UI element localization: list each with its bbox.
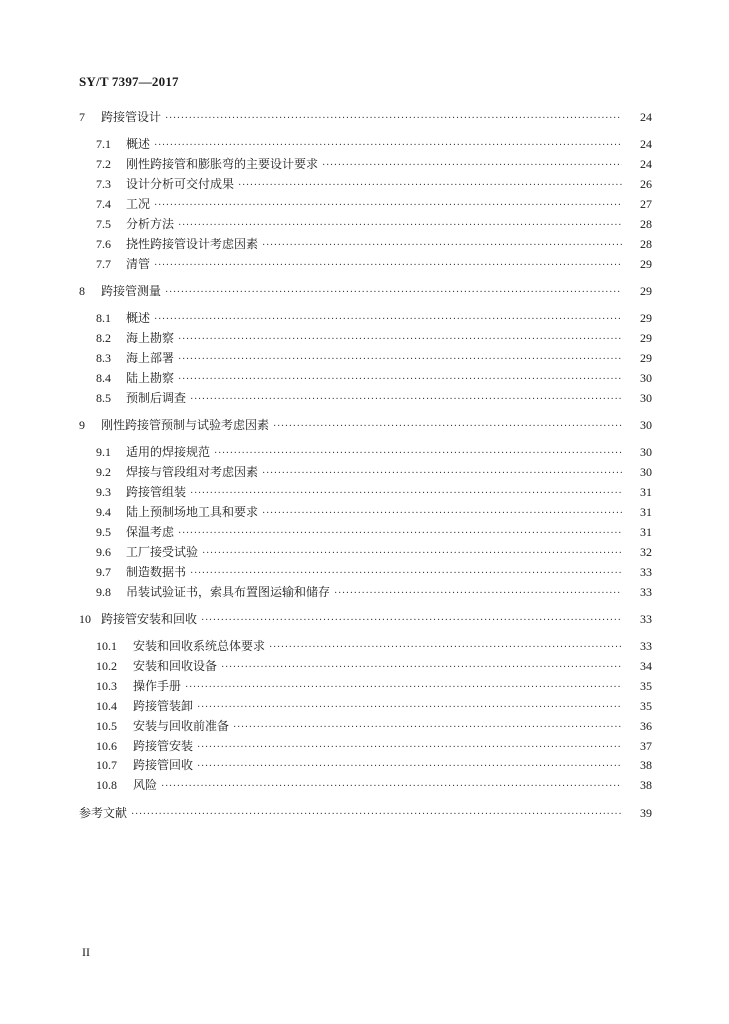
toc-entry-page: 29 (640, 283, 652, 298)
toc-entry-title: 操作手册 (133, 678, 182, 693)
toc-entry[interactable] (79, 483, 652, 503)
toc-entry-number: 8.3 (96, 350, 111, 365)
toc-entry-page: 31 (640, 504, 652, 519)
toc-entry[interactable] (79, 503, 652, 523)
toc-leader-dots (165, 283, 622, 303)
toc-entry-title: 海上部署 (126, 350, 175, 365)
toc-entry-number: 9 (79, 418, 85, 433)
toc-entry[interactable] (79, 657, 652, 677)
toc-leader-dots (154, 310, 622, 330)
toc-entry[interactable] (79, 349, 652, 369)
toc-entry[interactable] (79, 369, 652, 389)
toc-entry-title: 保温考虑 (126, 524, 175, 539)
toc-entry-page: 34 (640, 659, 652, 673)
toc-entry[interactable] (79, 697, 652, 717)
toc-entry[interactable] (79, 463, 652, 483)
toc-leader-dots (262, 504, 622, 524)
toc-entry-number: 10.2 (96, 659, 117, 673)
toc-entry-number: 10.3 (96, 678, 117, 693)
toc-entry-title: 制造数据书 (126, 564, 187, 579)
toc-entry-title: 刚性跨接管和膨胀弯的主要设计要求 (126, 157, 319, 172)
toc-entry[interactable] (79, 804, 652, 824)
toc-entry-number: 9.4 (96, 504, 111, 519)
toc-entry-number: 9.7 (96, 564, 111, 579)
toc-entry-number: 7.3 (96, 177, 111, 192)
toc-leader-dots (178, 216, 622, 236)
toc-entry[interactable] (79, 443, 652, 463)
toc-leader-dots (334, 584, 622, 604)
toc-entry-number: 7.1 (96, 137, 111, 152)
toc-entry-title: 挠性跨接管设计考虑因素 (126, 236, 259, 251)
toc-leader-dots (178, 350, 622, 370)
toc-entry-number: 7.7 (96, 256, 111, 271)
toc-entry-title: 跨接管装卸 (133, 698, 194, 713)
toc-entry-title: 跨接管设计 (101, 110, 162, 124)
toc-entry[interactable] (79, 329, 652, 349)
toc-leader-dots (269, 638, 622, 658)
toc-entry-number: 10.7 (96, 758, 117, 773)
toc-entry-number: 8.2 (96, 331, 111, 346)
toc-entry[interactable] (79, 135, 652, 155)
toc-leader-dots (154, 136, 622, 156)
toc-spacer (79, 302, 652, 309)
toc-entry-number: 9.6 (96, 544, 111, 559)
toc-entry[interactable] (79, 389, 652, 409)
toc-spacer (79, 128, 652, 135)
toc-entry-number: 9.2 (96, 465, 111, 480)
toc-entry-number: 10.4 (96, 698, 117, 713)
toc-entry-page: 39 (640, 805, 652, 820)
toc-entry-title: 参考文献 (79, 805, 128, 820)
toc-entry[interactable] (79, 255, 652, 275)
toc-entry-number: 7.2 (96, 157, 111, 172)
toc-entry[interactable] (79, 583, 652, 603)
toc-entry-page: 29 (640, 331, 652, 346)
toc-entry-number: 10.5 (96, 718, 117, 733)
toc-entry-title: 适用的焊接规范 (126, 445, 211, 460)
toc-leader-dots (161, 777, 622, 797)
toc-entry-number: 7.5 (96, 216, 111, 231)
toc-entry-title: 安装与回收前准备 (133, 718, 230, 733)
toc-entry-number: 8 (79, 283, 85, 298)
toc-entry-page: 33 (640, 611, 652, 626)
toc-entry[interactable] (79, 543, 652, 563)
toc-leader-dots (197, 698, 622, 718)
toc-entry-page: 33 (640, 639, 652, 654)
toc-leader-dots (165, 109, 622, 129)
toc-entry-number: 9.3 (96, 485, 111, 500)
toc-entry-title: 跨接管回收 (133, 758, 194, 773)
toc-entry-number: 8.1 (96, 311, 111, 326)
toc-entry-page: 27 (640, 196, 652, 211)
toc-leader-dots (201, 611, 622, 631)
toc-spacer (79, 409, 652, 416)
toc-leader-dots (202, 544, 622, 564)
toc-entry-page: 24 (640, 137, 652, 152)
toc-entry-title: 概述 (126, 311, 151, 326)
toc-entry-title: 陆上预制场地工具和要求 (126, 504, 259, 519)
toc-entry-number: 9.8 (96, 584, 111, 599)
toc-entry-page: 24 (640, 110, 652, 124)
toc-entry-page: 30 (640, 465, 652, 480)
toc-entry-page: 36 (640, 718, 652, 733)
toc-entry[interactable] (79, 776, 652, 796)
toc-entry-page: 26 (640, 177, 652, 192)
toc-entry[interactable] (79, 737, 652, 757)
toc-entry-page: 31 (640, 485, 652, 500)
toc-spacer (79, 275, 652, 282)
toc-entry-title: 安装和回收系统总体要求 (133, 639, 266, 654)
toc-entry-page: 33 (640, 564, 652, 579)
toc-entry-page: 38 (640, 778, 652, 793)
toc-leader-dots (197, 738, 622, 758)
toc-leader-dots (190, 564, 622, 584)
toc-entry-page: 31 (640, 524, 652, 539)
page-number: II (82, 945, 90, 959)
toc-entry-number: 9.1 (96, 445, 111, 460)
toc-entry[interactable] (79, 717, 652, 737)
toc-entry-page: 38 (640, 758, 652, 773)
toc-entry[interactable] (79, 108, 652, 128)
toc-entry-title: 跨接管测量 (101, 283, 162, 298)
toc-entry-page: 35 (640, 698, 652, 713)
toc-entry-title: 设计分析可交付成果 (126, 177, 235, 192)
toc-entry[interactable] (79, 756, 652, 776)
toc-entry[interactable] (79, 416, 652, 436)
toc-leader-dots (178, 370, 622, 390)
toc-entry-number: 9.5 (96, 524, 111, 539)
toc-entry-title: 预制后调查 (126, 390, 187, 405)
toc-leader-dots (233, 718, 622, 738)
toc-entry-page: 30 (640, 445, 652, 460)
toc-entry-title: 跨接管安装和回收 (101, 611, 198, 626)
toc-entry-page: 28 (640, 216, 652, 231)
toc-leader-dots (214, 444, 622, 464)
toc-entry-title: 安装和回收设备 (133, 659, 218, 673)
toc-entry-title: 海上勘察 (126, 331, 175, 346)
toc-entry-page: 29 (640, 311, 652, 326)
toc-entry-page: 32 (640, 544, 652, 559)
toc-entry-number: 10 (79, 611, 91, 626)
toc-entry[interactable] (79, 195, 652, 215)
toc-entry-number: 7.4 (96, 196, 111, 211)
toc-entry-page: 30 (640, 370, 652, 385)
toc-entry[interactable] (79, 677, 652, 697)
toc-leader-dots (262, 464, 622, 484)
toc-entry-page: 29 (640, 350, 652, 365)
toc-entry[interactable] (79, 637, 652, 657)
toc-entry[interactable] (79, 175, 652, 195)
toc-entry-title: 焊接与管段组对考虑因素 (126, 465, 259, 480)
toc-entry-page: 37 (640, 738, 652, 753)
toc-entry-page: 33 (640, 584, 652, 599)
toc-entry-number: 10.6 (96, 738, 117, 753)
toc-entry-title: 工况 (126, 196, 151, 211)
toc-entry-title: 吊装试验证书，索具布置图运输和储存 (126, 584, 331, 599)
toc-entry[interactable] (79, 235, 652, 255)
toc-leader-dots (178, 330, 622, 350)
toc-leader-dots (178, 524, 622, 544)
toc-leader-dots (262, 236, 622, 256)
toc-leader-dots (221, 658, 622, 678)
toc-entry-title: 风险 (133, 778, 158, 793)
toc-spacer (79, 630, 652, 637)
toc-leader-dots (273, 417, 622, 437)
toc-entry[interactable] (79, 309, 652, 329)
toc-entry-title: 跨接管安装 (133, 738, 194, 753)
toc-leader-dots (197, 757, 622, 777)
toc-leader-dots (131, 805, 622, 825)
toc-entry-number: 10.1 (96, 639, 117, 654)
toc-leader-dots (190, 390, 622, 410)
toc-spacer (79, 436, 652, 443)
toc-entry-title: 概述 (126, 137, 151, 152)
toc-entry-title: 分析方法 (126, 216, 175, 231)
toc-entry-number: 7.6 (96, 236, 111, 251)
toc-entry[interactable] (79, 282, 652, 302)
toc-entry[interactable] (79, 610, 652, 630)
toc-entry-page: 29 (640, 256, 652, 271)
toc-entry-page: 30 (640, 390, 652, 405)
toc-entry-page: 24 (640, 157, 652, 172)
toc-entry-number: 7 (79, 110, 85, 124)
toc-entry-page: 30 (640, 418, 652, 433)
toc-entry-title: 刚性跨接管预制与试验考虑因素 (101, 418, 270, 433)
toc-entry-title: 陆上勘察 (126, 370, 175, 385)
toc-entry-number: 10.8 (96, 778, 117, 793)
toc-entry[interactable] (79, 563, 652, 583)
toc-leader-dots (185, 678, 622, 698)
toc-leader-dots (238, 176, 622, 196)
toc-entry[interactable] (79, 215, 652, 235)
toc-spacer (79, 796, 652, 803)
toc-entry[interactable] (79, 155, 652, 175)
toc-entry-page: 35 (640, 678, 652, 693)
table-of-contents (79, 108, 652, 824)
toc-entry-title: 清管 (126, 256, 151, 271)
toc-entry-number: 8.4 (96, 370, 111, 385)
toc-entry-number: 8.5 (96, 390, 111, 405)
toc-entry-title: 工厂接受试验 (126, 544, 199, 559)
toc-leader-dots (190, 484, 622, 504)
toc-entry-page: 28 (640, 236, 652, 251)
toc-leader-dots (154, 196, 622, 216)
toc-spacer (79, 602, 652, 609)
toc-leader-dots (322, 156, 622, 176)
toc-entry[interactable] (79, 523, 652, 543)
document-code-header: SY/T 7397—2017 (79, 74, 179, 89)
toc-leader-dots (154, 256, 622, 276)
toc-entry-title: 跨接管组装 (126, 485, 187, 500)
